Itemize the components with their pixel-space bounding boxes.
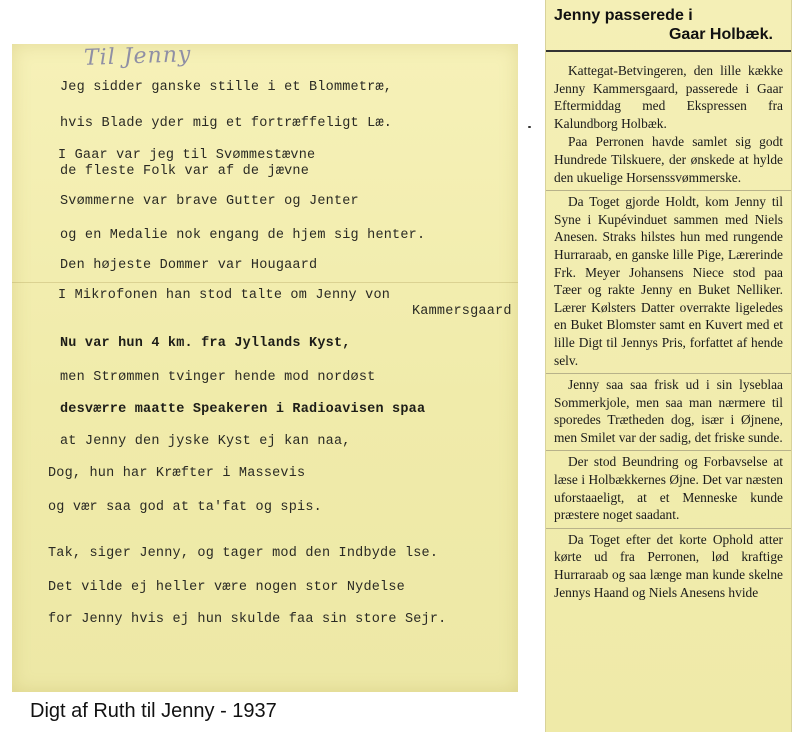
clipping-headline <box>546 6 791 44</box>
poem-line: for Jenny hvis ej hun skulde faa sin store Sejr. <box>48 612 447 627</box>
article-paragraph: Der stod Beundring og Forbavselse at læse i Holbækkernes Øjne. Det var næsten uforstaaeligt, at et Menneske kunde præstere noget saadant. <box>546 450 791 523</box>
poem-line: I Mikrofonen han stod talte om Jenny von <box>58 288 391 303</box>
poem-line: at Jenny den jyske Kyst ej kan naa, <box>60 434 351 449</box>
poem-line: og vær saa god at ta'fat og spis. <box>48 500 322 515</box>
image-caption: Digt af Ruth til Jenny - 1937 <box>30 700 277 722</box>
paper-fold <box>12 282 518 283</box>
poem-line: Det vilde ej heller være nogen stor Nydelse <box>48 580 405 595</box>
poem-line: Jeg sidder ganske stille i et Blommetræ, <box>60 80 393 95</box>
paper-speck <box>528 126 531 128</box>
headline-line-2: Gaar Holbæk. <box>668 26 773 43</box>
poem-line: Nu var hun 4 km. fra Jyllands Kyst, <box>60 336 351 351</box>
article-paragraph: Kattegat-Betvingeren, den lille kække Jenny Kammersgaard, passerede i Gaar Eftermiddag med Ekspressen fra Kalundborg Holbæk. <box>554 63 783 131</box>
poem-line: og en Medalie nok engang de hjem sig henter. <box>60 228 426 243</box>
poem-line: Svømmerne var brave Gutter og Jenter <box>60 194 359 209</box>
poem-line: Den højeste Dommer var Hougaard <box>60 258 318 273</box>
poem-line: Dog, hun har Kræfter i Massevis <box>48 466 306 481</box>
article-paragraph: Da Toget efter det korte Ophold atter kørte ud fra Perronen, lød kraftige Hurraraab og saa længe man kunde skelne Jennys Haand og Niels Anesens hvide <box>546 528 791 601</box>
headline-rule <box>546 50 791 52</box>
poem-line: de fleste Folk var af de jævne <box>60 164 310 179</box>
article-paragraph: Jenny saa saa frisk ud i sin lyseblaa Sommerkjole, men saa man nærmere til sporedes Trætheden dog, især i Øjnene, men Smilet var der sadig, det friske sunde. <box>546 373 791 446</box>
poem-line: Kammersgaard <box>412 304 512 319</box>
headline-line-1: Jenny passerede i <box>554 7 693 24</box>
newspaper-clipping <box>545 0 792 732</box>
article-paragraph: Da Toget gjorde Holdt, kom Jenny til Syne i Kupévinduet sammen med Niels Anesen. Straks hilstes hun med rungende Hurraraab, en ganske lille Pige, Lærerinde Frk. Meyer Johansens Niece stod paa Tæer og rakte Jenny en Buket Nelliker. Lærer Kølsters Datter overrakte ligeledes en Buket Blomster samt en Kuvert med et lille Digt til Jennys Pris, forfattet af hende selv. <box>546 190 791 369</box>
poem-line: men Strømmen tvinger hende mod nordøst <box>60 370 376 385</box>
poem-typewritten-page <box>12 44 518 692</box>
article-paragraph: Paa Perronen havde samlet sig godt Hundrede Tilskuere, der ønskede at hylde den ukuelige Horsenssvømmerske. <box>554 134 783 185</box>
poem-line: I Gaar var jeg til Svømmestævne <box>58 148 316 163</box>
poem-line: desværre maatte Speakeren i Radioavisen spaa <box>60 402 426 417</box>
poem-line: Tak, siger Jenny, og tager mod den Indbyde lse. <box>48 546 439 561</box>
handwritten-title: Til Jenny <box>83 42 192 71</box>
poem-line: hvis Blade yder mig et fortræffeligt Læ. <box>60 116 393 131</box>
